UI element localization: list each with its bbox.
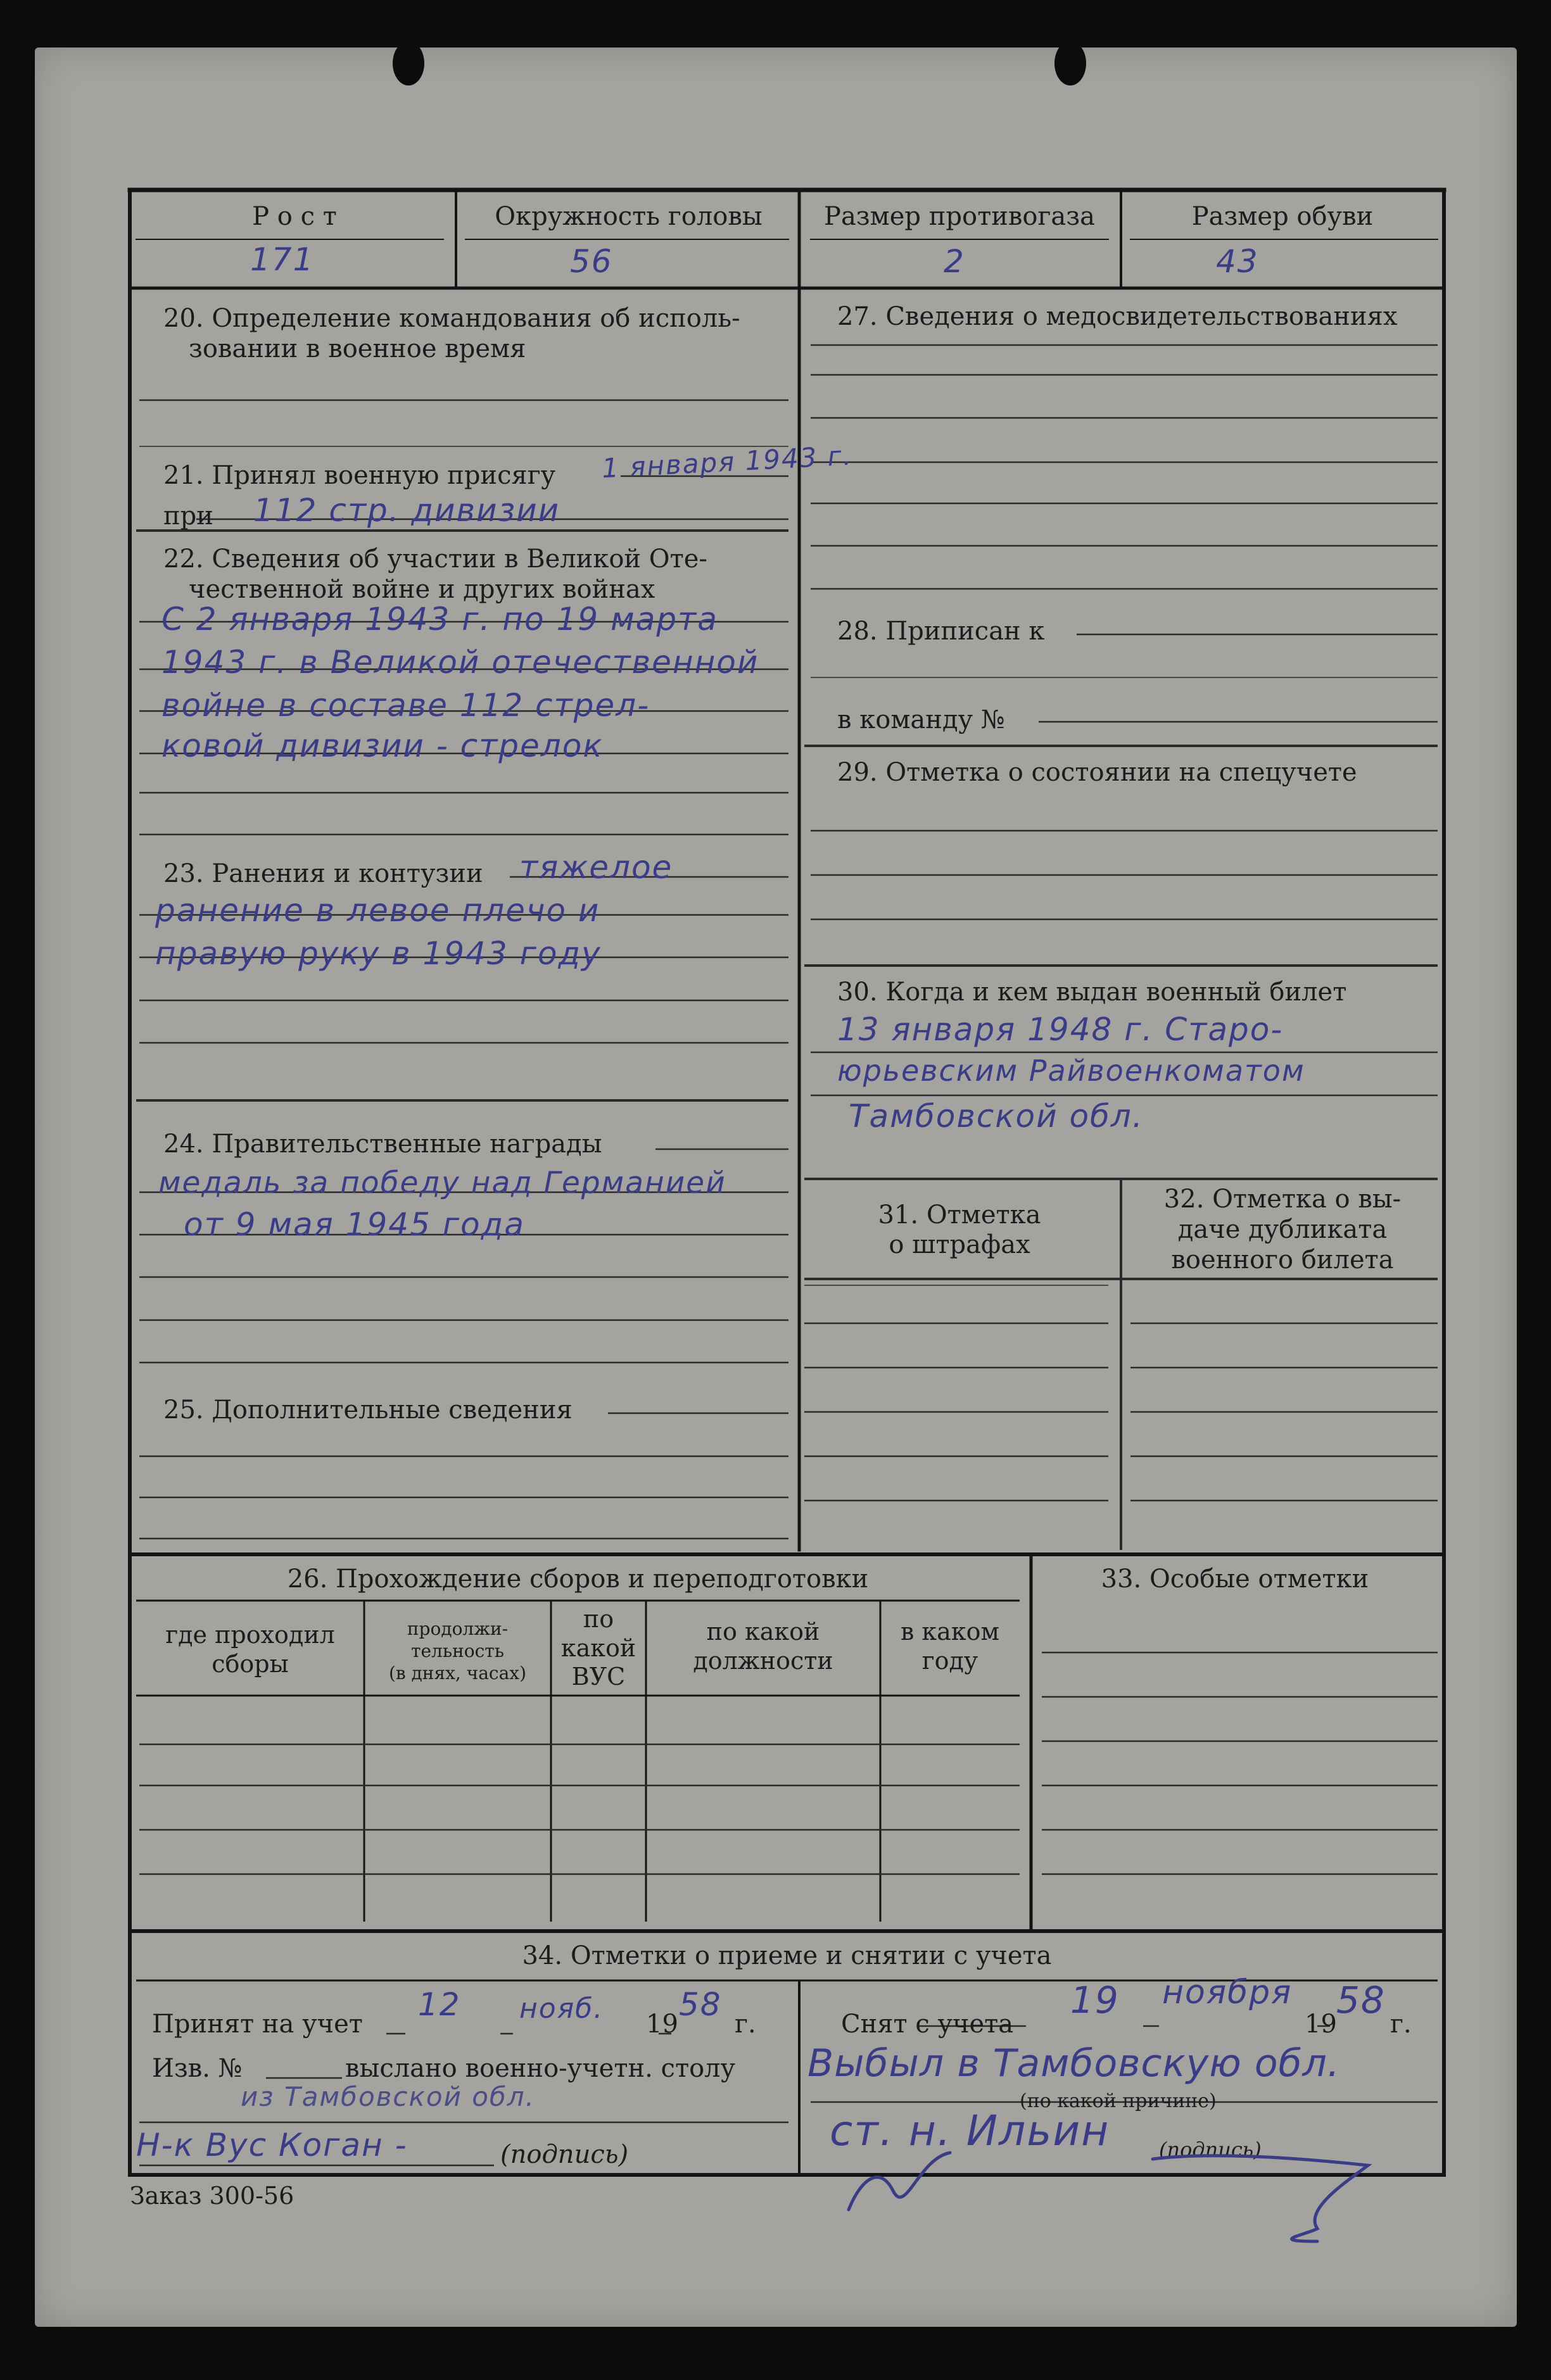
- s32-line2: даче дубликата: [1177, 1215, 1388, 1244]
- s22-war-record-1: С 2 января 1943 г. по 19 марта: [161, 601, 718, 638]
- s21-unit-label: при: [163, 501, 213, 531]
- s34-removed-label: Снят с учета: [841, 2010, 1014, 2039]
- s30-issued-2: юрьевским Райвоенкоматом: [837, 1054, 1305, 1088]
- s34-accepted-day: 12: [418, 1986, 461, 2023]
- head-size-value: 56: [570, 243, 613, 280]
- s32-line1: 32. Отметка о вы-: [1163, 1185, 1402, 1214]
- s34-reason-label: (по какой причине): [1020, 2090, 1217, 2112]
- s34-from-region: из Тамбовской обл.: [241, 2081, 536, 2112]
- signature-flourish: [823, 2083, 1393, 2248]
- s26-col-duration: продолжи- тельность (в днях, часах): [388, 1618, 527, 1684]
- s31-line2: о штрафах: [889, 1230, 1030, 1259]
- s23-wound-3: правую руку в 1943 году: [155, 935, 602, 972]
- s24-label: 24. Правительственные награды: [163, 1130, 602, 1159]
- head-size-label: Окружность головы: [495, 202, 763, 231]
- s34-removed-month: ноября: [1162, 1974, 1293, 2012]
- s26-title: 26. Прохождение сборов и переподготовки: [287, 1565, 869, 1594]
- gasmask-size-value: 2: [944, 243, 965, 280]
- s34-year-prefix: 19: [646, 2010, 678, 2039]
- s34-removal-reason: Выбыл в Тамбовскую обл.: [807, 2041, 1340, 2086]
- s22-war-record-2: 1943 г. в Великой отечественной: [161, 644, 759, 681]
- gasmask-size-label: Размер противогаза: [824, 202, 1095, 231]
- s34-right-signer: ст. н. Ильин: [830, 2106, 1110, 2155]
- s21-oath-label: 21. Принял военную присягу: [163, 461, 556, 490]
- s34-right-signature-label: (подпись): [1159, 2138, 1262, 2162]
- s30-issued-1: 13 января 1948 г. Старо-: [837, 1011, 1284, 1048]
- s30-label: 30. Когда и кем выдан военный билет: [837, 978, 1347, 1007]
- s34-removed-year-suffix: г.: [1390, 2010, 1412, 2039]
- s27-label: 27. Сведения о медосвидетельствованиях: [837, 302, 1398, 331]
- s34-izv-label: Изв. №: [152, 2054, 243, 2083]
- s23-wound-1: тяжелое: [519, 849, 673, 886]
- height-value: 171: [250, 241, 315, 278]
- s26-col-where: где проходил сборы: [165, 1621, 335, 1678]
- shoe-size-value: 43: [1216, 243, 1259, 280]
- s21-oath-date: 1 января 1943 г.: [600, 439, 854, 484]
- s26-col-vus: по какой ВУС: [560, 1605, 636, 1691]
- s26-col-position: по какой должности: [693, 1618, 833, 1675]
- s34-accepted-label: Принят на учет: [152, 2010, 363, 2039]
- s34-left-signer: Н-к Вус Коган -: [136, 2127, 408, 2163]
- s21-unit-value: 112 стр. дивизии: [253, 492, 560, 529]
- s32-line3: военного билета: [1171, 1245, 1394, 1275]
- s22-line1: 22. Сведения об участии в Великой Оте-: [163, 545, 707, 574]
- s24-award-2: от 9 мая 1945 года: [184, 1206, 525, 1243]
- s20-line2: зовании в военное время: [189, 334, 526, 363]
- s34-removed-day: 19: [1070, 1979, 1120, 2022]
- s34-left-signature-label: (подпись): [500, 2140, 629, 2169]
- s22-war-record-3: войне в составе 112 стрел-: [161, 687, 650, 724]
- s34-year-suffix: г.: [735, 2010, 756, 2039]
- s28-command-label: в команду №: [837, 705, 1005, 734]
- s25-label: 25. Дополнительные сведения: [163, 1395, 573, 1425]
- s34-accepted-month: нояб.: [519, 1993, 604, 2025]
- s34-sent-label: выслано военно-учетн. столу: [345, 2054, 736, 2083]
- s24-award-1: медаль за победу над Германией: [158, 1166, 726, 1200]
- s34-removed-year: 58: [1336, 1979, 1386, 2022]
- s22-war-record-4: ковой дивизии - стрелок: [161, 727, 604, 764]
- s31-line1: 31. Отметка: [878, 1200, 1041, 1230]
- order-number: Заказ 300-56: [130, 2182, 294, 2210]
- s20-line1: 20. Определение командования об исполь-: [163, 304, 740, 333]
- s34-title: 34. Отметки о приеме и снятии с учета: [522, 1941, 1052, 1970]
- s28-label: 28. Приписан к: [837, 617, 1045, 646]
- s30-issued-3: Тамбовской обл.: [849, 1098, 1144, 1135]
- s26-col-year: в каком году: [900, 1618, 1000, 1675]
- s23-label: 23. Ранения и контузии: [163, 859, 483, 888]
- s34-accepted-year: 58: [679, 1986, 722, 2023]
- height-label: Р о с т: [252, 202, 337, 231]
- s34-removed-year-prefix: 19: [1305, 2010, 1337, 2039]
- s22-line2: чественной войне и других войнах: [189, 575, 655, 604]
- s23-wound-2: ранение в левое плечо и: [155, 892, 600, 929]
- shoe-size-label: Размер обуви: [1191, 202, 1374, 231]
- s33-label: 33. Особые отметки: [1101, 1565, 1369, 1594]
- s29-label: 29. Отметка о состоянии на спецучете: [837, 758, 1357, 787]
